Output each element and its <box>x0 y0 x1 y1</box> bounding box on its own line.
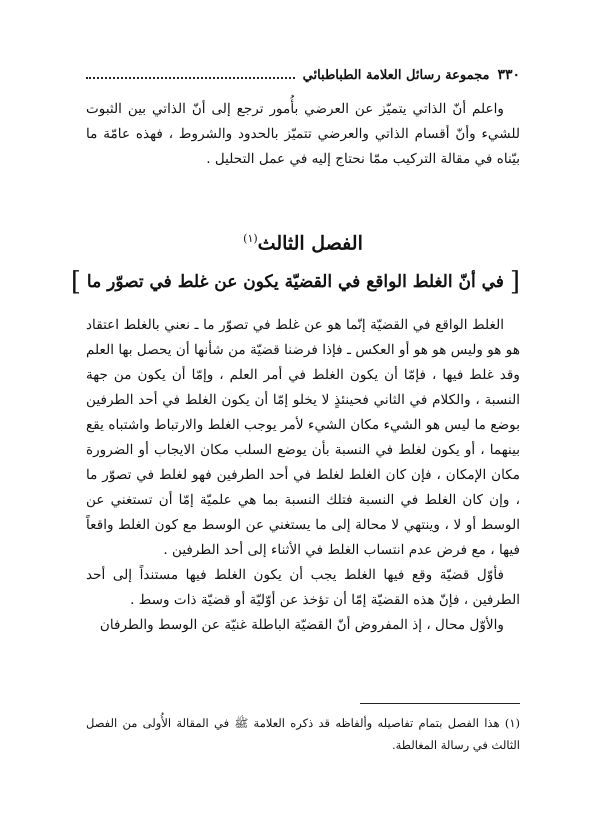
chapter-subtitle <box>70 265 520 299</box>
footnote-marker: (١) <box>504 716 521 730</box>
intro-text <box>86 97 520 172</box>
subtitle-close-bracket: ] <box>70 267 81 297</box>
intro-paragraph: واعلم أنّ الذاتي يتميّز عن العرضي بأُمور ترجع إلى أنّ الذاتي بين الثبوت للشيء وأنّ أقسام الذاتي والعرضي تتميّز بالحدود والشروط ، فهذه عامّة ما بيّناه في مقالة التركيب ممّا نحتاج إليه في عمل التحليل . <box>86 101 520 167</box>
paragraph: الغلط الواقع في القضيّة إنّما هو عن غلط في تصوّر ما ـ نعني بالغلط اعتقاد هو هو وليس هو هو أو العكس ـ فإذا فرضنا قضيّة من شأنها أن يحصل بها العلم وقد غلط فيها ، فإمّا أن يكون الغلط في أمر العلم ، وإمّا أن يكون من جهة النسبة ، والكلام في الثاني فحينئذٍ لا يخلو إمّا أن يكون الغلط في أحد الطرفين بوضع ما ليس هو الشيء مكان الشيء لأمر يوجب الغلط والارتباط واشتباه يقع بينهما ، أو يكون لغلط في النسبة بأن يوضع السلب مكان الايجاب أو الضرورة مكان الإمكان ، فإن كان الغلط لغلط في أحد الطرفين فهو لغلط في تصوّر ما ، وإن كان الغلط في النسبة فتلك النسبة بما هي علميّة إمّا أن تستغني عن الوسط أو لا ، وينتهي لا محالة إلى ما يستغني عن الوسط مع كون الغلط واقعاً فيها ، مع فرض عدم انتساب الغلط في الأثناء إلى أحد الطرفين . <box>86 317 520 558</box>
paragraph: فأوّل قضيّة وقع فيها الغلط يجب أن يكون الغلط فيها مستنداً إلى أحد الطرفين ، فإنّ هذه القضيّة إمّا أن تؤخذ عن أوّليّة أو قضيّة ذات وسط . <box>86 567 520 608</box>
body-text <box>86 313 520 638</box>
book-title: مجموعة رسائل العلامة الطباطبائي <box>302 67 490 83</box>
dotted-leader <box>86 75 295 79</box>
subtitle-open-bracket: [ <box>509 267 520 297</box>
paragraph: والأوّل محال ، إذ المفروض أنّ القضيّة الباطلة غنيّة عن الوسط والطرفان <box>99 617 504 633</box>
footnote-reference: (١) <box>243 232 258 245</box>
chapter-subtitle-text: في أنّ الغلط الواقع في القضيّة يكون عن غلط في تصوّر ما <box>86 272 504 292</box>
footnote-separator <box>360 703 520 704</box>
footnote <box>86 712 520 756</box>
running-header <box>86 62 520 88</box>
chapter-title-text: الفصل الثالث <box>257 232 363 255</box>
chapter-title <box>86 224 520 258</box>
footnote-text: هذا الفصل بتمام تفاصيله وألفاظه قد ذكره العلامة ﷺ في المقالة الأُولى من الفصل الثالث في رسالة المغالطة. <box>86 716 520 752</box>
page-number: ٣٣٠ <box>497 67 520 83</box>
